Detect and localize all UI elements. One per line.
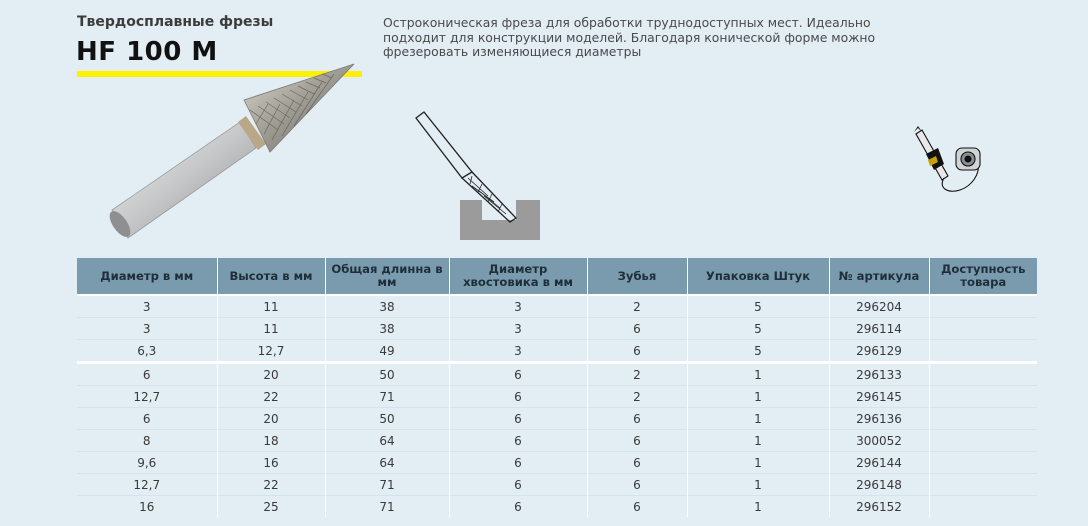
cell-total-length: 64 bbox=[325, 430, 449, 452]
cell-availability bbox=[929, 318, 1037, 340]
cell-shank-diameter: 6 bbox=[449, 474, 587, 496]
table-row bbox=[77, 318, 1037, 340]
cell-article: 296144 bbox=[829, 452, 929, 474]
table-row bbox=[77, 386, 1037, 408]
cell-total-length: 49 bbox=[325, 340, 449, 363]
cell-total-length: 71 bbox=[325, 474, 449, 496]
cell-pack: 1 bbox=[687, 474, 829, 496]
cell-total-length: 38 bbox=[325, 295, 449, 318]
cell-pack: 1 bbox=[687, 408, 829, 430]
cell-total-length: 50 bbox=[325, 363, 449, 386]
col-header-shank-diameter: Диаметр хвостовика в мм bbox=[449, 258, 587, 295]
cell-pack: 5 bbox=[687, 295, 829, 318]
col-header-availability: Доступность товара bbox=[929, 258, 1037, 295]
cell-shank-diameter: 6 bbox=[449, 430, 587, 452]
cell-pack: 5 bbox=[687, 318, 829, 340]
cell-height: 20 bbox=[217, 408, 325, 430]
cell-availability bbox=[929, 408, 1037, 430]
cell-height: 20 bbox=[217, 363, 325, 386]
table-header-row bbox=[77, 258, 1037, 295]
cell-teeth: 6 bbox=[587, 408, 687, 430]
cell-shank-diameter: 6 bbox=[449, 408, 587, 430]
cell-article: 296129 bbox=[829, 340, 929, 363]
cell-availability bbox=[929, 474, 1037, 496]
cell-article: 296145 bbox=[829, 386, 929, 408]
col-header-article: № артикула bbox=[829, 258, 929, 295]
cell-diameter: 16 bbox=[77, 496, 217, 518]
cell-shank-diameter: 6 bbox=[449, 452, 587, 474]
cell-article: 296152 bbox=[829, 496, 929, 518]
product-description: Остроконическая фреза для обработки труднодоступных мест. Идеально подходит для конструкции моделей. Благодаря конической форме можно фрезеровать изменяющиеся диаметры bbox=[383, 15, 876, 59]
cell-availability bbox=[929, 363, 1037, 386]
cell-total-length: 50 bbox=[325, 408, 449, 430]
table-row bbox=[77, 295, 1037, 318]
cell-total-length: 71 bbox=[325, 496, 449, 518]
cell-pack: 1 bbox=[687, 452, 829, 474]
cell-teeth: 2 bbox=[587, 363, 687, 386]
col-header-total-length: Общая длинна в мм bbox=[325, 258, 449, 295]
cell-diameter: 8 bbox=[77, 430, 217, 452]
cell-height: 22 bbox=[217, 474, 325, 496]
cell-article: 300052 bbox=[829, 430, 929, 452]
col-header-pack: Упаковка Штук bbox=[687, 258, 829, 295]
cell-total-length: 71 bbox=[325, 386, 449, 408]
cell-diameter: 6,3 bbox=[77, 340, 217, 363]
col-header-teeth: Зубья bbox=[587, 258, 687, 295]
cell-article: 296133 bbox=[829, 363, 929, 386]
rotary-tool-icon bbox=[908, 124, 988, 198]
cell-availability bbox=[929, 340, 1037, 363]
cell-pack: 1 bbox=[687, 386, 829, 408]
cell-diameter: 3 bbox=[142, 299, 151, 314]
cell-shank-diameter: 3 bbox=[449, 340, 587, 363]
cell-article: 296136 bbox=[829, 408, 929, 430]
table-row bbox=[77, 340, 1037, 363]
spec-table bbox=[77, 258, 1037, 517]
cell-availability bbox=[929, 452, 1037, 474]
cell-height: 18 bbox=[217, 430, 325, 452]
table-row bbox=[77, 496, 1037, 518]
cell-teeth: 6 bbox=[587, 430, 687, 452]
cell-height: 12,7 bbox=[217, 340, 325, 363]
cell-diameter: 6 bbox=[77, 408, 217, 430]
col-header-height: Высота в мм bbox=[217, 258, 325, 295]
cell-diameter: 3 bbox=[77, 318, 217, 340]
table-row bbox=[77, 430, 1037, 452]
cell-teeth: 2 bbox=[587, 386, 687, 408]
cell-article: 296204 bbox=[829, 295, 929, 318]
cell-article: 296114 bbox=[829, 318, 929, 340]
category-title: Твердосплавные фрезы bbox=[77, 14, 274, 30]
cell-teeth: 6 bbox=[587, 496, 687, 518]
cell-height: 22 bbox=[217, 386, 325, 408]
cell-teeth: 6 bbox=[587, 318, 687, 340]
model-title: HF 100 M bbox=[76, 37, 218, 67]
table-row bbox=[77, 408, 1037, 430]
cell-pack: 1 bbox=[687, 496, 829, 518]
cell-shank-diameter: 6 bbox=[449, 363, 587, 386]
cell-shank-diameter: 3 bbox=[449, 295, 587, 318]
cell-shank-diameter: 3 bbox=[449, 318, 587, 340]
cell-teeth: 6 bbox=[587, 452, 687, 474]
col-header-diameter: Диаметр в мм bbox=[77, 258, 217, 295]
cell-teeth: 6 bbox=[587, 474, 687, 496]
cell-total-length: 38 bbox=[325, 318, 449, 340]
cell-pack: 5 bbox=[687, 340, 829, 363]
cell-total-length: 64 bbox=[325, 452, 449, 474]
cell-teeth: 2 bbox=[587, 295, 687, 318]
cell-pack: 1 bbox=[687, 363, 829, 386]
cell-availability bbox=[929, 430, 1037, 452]
table-row bbox=[77, 474, 1037, 496]
cell-shank-diameter: 6 bbox=[449, 386, 587, 408]
cell-availability bbox=[929, 386, 1037, 408]
cell-shank-diameter: 6 bbox=[449, 496, 587, 518]
burr-photo-icon bbox=[108, 60, 368, 250]
table-row bbox=[77, 452, 1037, 474]
table-row bbox=[77, 363, 1037, 386]
burr-profile-diagram-icon bbox=[412, 106, 542, 246]
cell-height: 25 bbox=[217, 496, 325, 518]
cell-teeth: 6 bbox=[587, 340, 687, 363]
cell-diameter: 9,6 bbox=[77, 452, 217, 474]
cell-diameter: 12,7 bbox=[77, 474, 217, 496]
cell-height: 16 bbox=[217, 452, 325, 474]
cell-diameter: 12,7 bbox=[77, 386, 217, 408]
cell-pack: 1 bbox=[687, 430, 829, 452]
cell-height: 11 bbox=[217, 295, 325, 318]
cell-height: 11 bbox=[217, 318, 325, 340]
cell-diameter: 6 bbox=[77, 363, 217, 386]
cell-availability bbox=[929, 295, 1037, 318]
cell-availability bbox=[929, 496, 1037, 518]
cell-article: 296148 bbox=[829, 474, 929, 496]
